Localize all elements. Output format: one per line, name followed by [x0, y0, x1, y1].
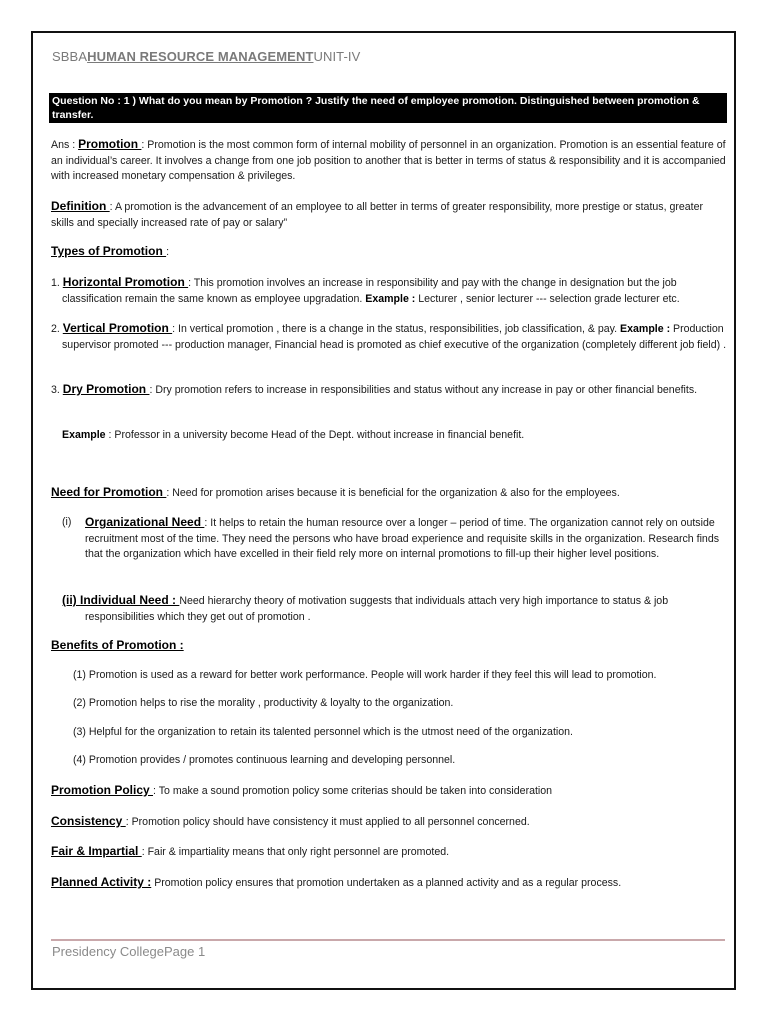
policy-term: Promotion Policy [51, 783, 154, 797]
need-text: : Need for promotion arises because it is beneficial for the organization & also for the employees. [166, 487, 620, 499]
question-banner: Question No : 1 ) What do you mean by Promotion ? Justify the need of employee promotion. Distinguished between promotion & transfer. [49, 93, 727, 123]
policy-term: Planned Activity : [51, 875, 152, 889]
need-organizational [62, 515, 727, 563]
type-dry [51, 382, 738, 399]
policy-fair [51, 844, 727, 861]
answer-prefix: Ans : [51, 139, 79, 151]
policy-text: : To make a sound promotion policy some criterias should be taken into consideration [153, 785, 553, 797]
type-number: 3. [51, 384, 63, 396]
dry-example [62, 428, 727, 444]
footer-divider [51, 939, 725, 941]
header-subject: HUMAN RESOURCE MANAGEMENT [87, 49, 314, 64]
benefit-item: (1) Promotion is used as a reward for better work performance. People will work harder if they feel this will lead to promotion. [73, 669, 657, 681]
definition-text: : A promotion is the advancement of an employee to all better in terms of greater responsibility, more prestige or status, greater skills and specially increased rate of pay or salary” [51, 201, 704, 229]
footer-college: Presidency College [52, 944, 165, 959]
type-text: : In vertical promotion , there is a change in the status, responsibilities, job classification, & pay. [172, 323, 621, 335]
header-course: SBBA [52, 49, 88, 64]
policy-text: : Promotion policy should have consistency it must applied to all personnel concerned. [125, 816, 530, 828]
page-footer [52, 944, 205, 959]
answer-text: : Promotion is the most common form of internal mobility of personnel in an organization. Promotion is an essential feature of an individual’s career. It involves a change from one job position to another that is better in terms of status & responsibility and it is accompanied with increased monetary compensation & privileges. [51, 139, 726, 182]
types-heading-suffix: : [166, 246, 170, 258]
need-item-term: (ii) Individual Need : [62, 593, 180, 607]
benefits-heading-term: Benefits of Promotion : [51, 638, 184, 652]
example-label: Example [62, 429, 106, 441]
benefit-item: (3) Helpful for the organization to retain its talented personnel which is the utmost need of the organization. [73, 726, 573, 738]
types-heading-term: Types of Promotion [51, 244, 167, 258]
type-text: : Dry promotion refers to increase in responsibilities and status without any increase in pay or other financial benefits. [149, 384, 698, 396]
type-vertical [51, 321, 738, 353]
need-paragraph [51, 485, 727, 502]
type-horizontal [51, 275, 738, 307]
policy-promotion [51, 783, 727, 800]
need-item-term: Organizational Need [85, 515, 205, 529]
need-item-text: Need hierarchy theory of motivation suggests that individuals attach very high importance to status & job responsibilities which they get out of promotion . [85, 595, 669, 623]
type-text: : This promotion involves an increase in responsibility and pay with the change in designation but the job classification remain the same known as employee upgradation. [62, 277, 677, 305]
policy-term: Fair & Impartial [51, 844, 142, 858]
types-heading [51, 244, 727, 261]
need-number: (i) [62, 516, 72, 528]
policy-text: Promotion policy ensures that promotion undertaken as a planned activity and as a regular process. [151, 877, 622, 889]
type-term: Dry Promotion [62, 382, 150, 396]
benefit-item: (2) Promotion helps to rise the morality , productivity & loyalty to the organization. [73, 697, 454, 709]
example-text: Production supervisor promoted --- production manager, Financial head is promoted as chief executive of the organization (completely different job field) . [62, 323, 727, 351]
example-label: Example : [620, 323, 671, 335]
footer-page-number: Page 1 [164, 944, 206, 959]
example-text: : Professor in a university become Head of the Dept. without increase in financial benefit. [105, 429, 525, 441]
need-item-text: : It helps to retain the human resource over a longer – period of time. The organization cannot rely on outside recruitment most of the time. They need the persons who have broad experience and requisite skills in the organization. Research finds that the organization which have excelled in their field rely more on internal promotions to fill-up their higher level positions. [85, 517, 720, 560]
answer-term: Promotion [78, 137, 142, 151]
example-label: Example : [365, 292, 416, 305]
policy-text: : Fair & impartiality means that only right personnel are promoted. [141, 846, 450, 858]
answer-paragraph [51, 137, 727, 185]
definition-term: Definition [51, 199, 110, 213]
header-unit: UNIT-IV [313, 49, 361, 64]
policy-planned [51, 875, 727, 892]
benefits-heading [51, 638, 727, 655]
policy-term: Consistency [51, 814, 126, 828]
example-text: Lecturer , senior lecturer --- selection grade lecturer etc. [415, 292, 680, 305]
definition-paragraph [51, 199, 727, 231]
policy-consistency [51, 814, 727, 831]
type-term: Vertical Promotion [62, 321, 173, 335]
benefit-item: (4) Promotion provides / promotes continuous learning and developing personnel. [73, 754, 456, 766]
type-number: 2. [51, 323, 63, 335]
page-header [52, 49, 360, 64]
type-number: 1. [51, 277, 63, 289]
type-term: Horizontal Promotion [62, 275, 189, 289]
need-individual [62, 593, 727, 625]
document-page [31, 31, 736, 990]
need-term: Need for Promotion [51, 485, 167, 499]
